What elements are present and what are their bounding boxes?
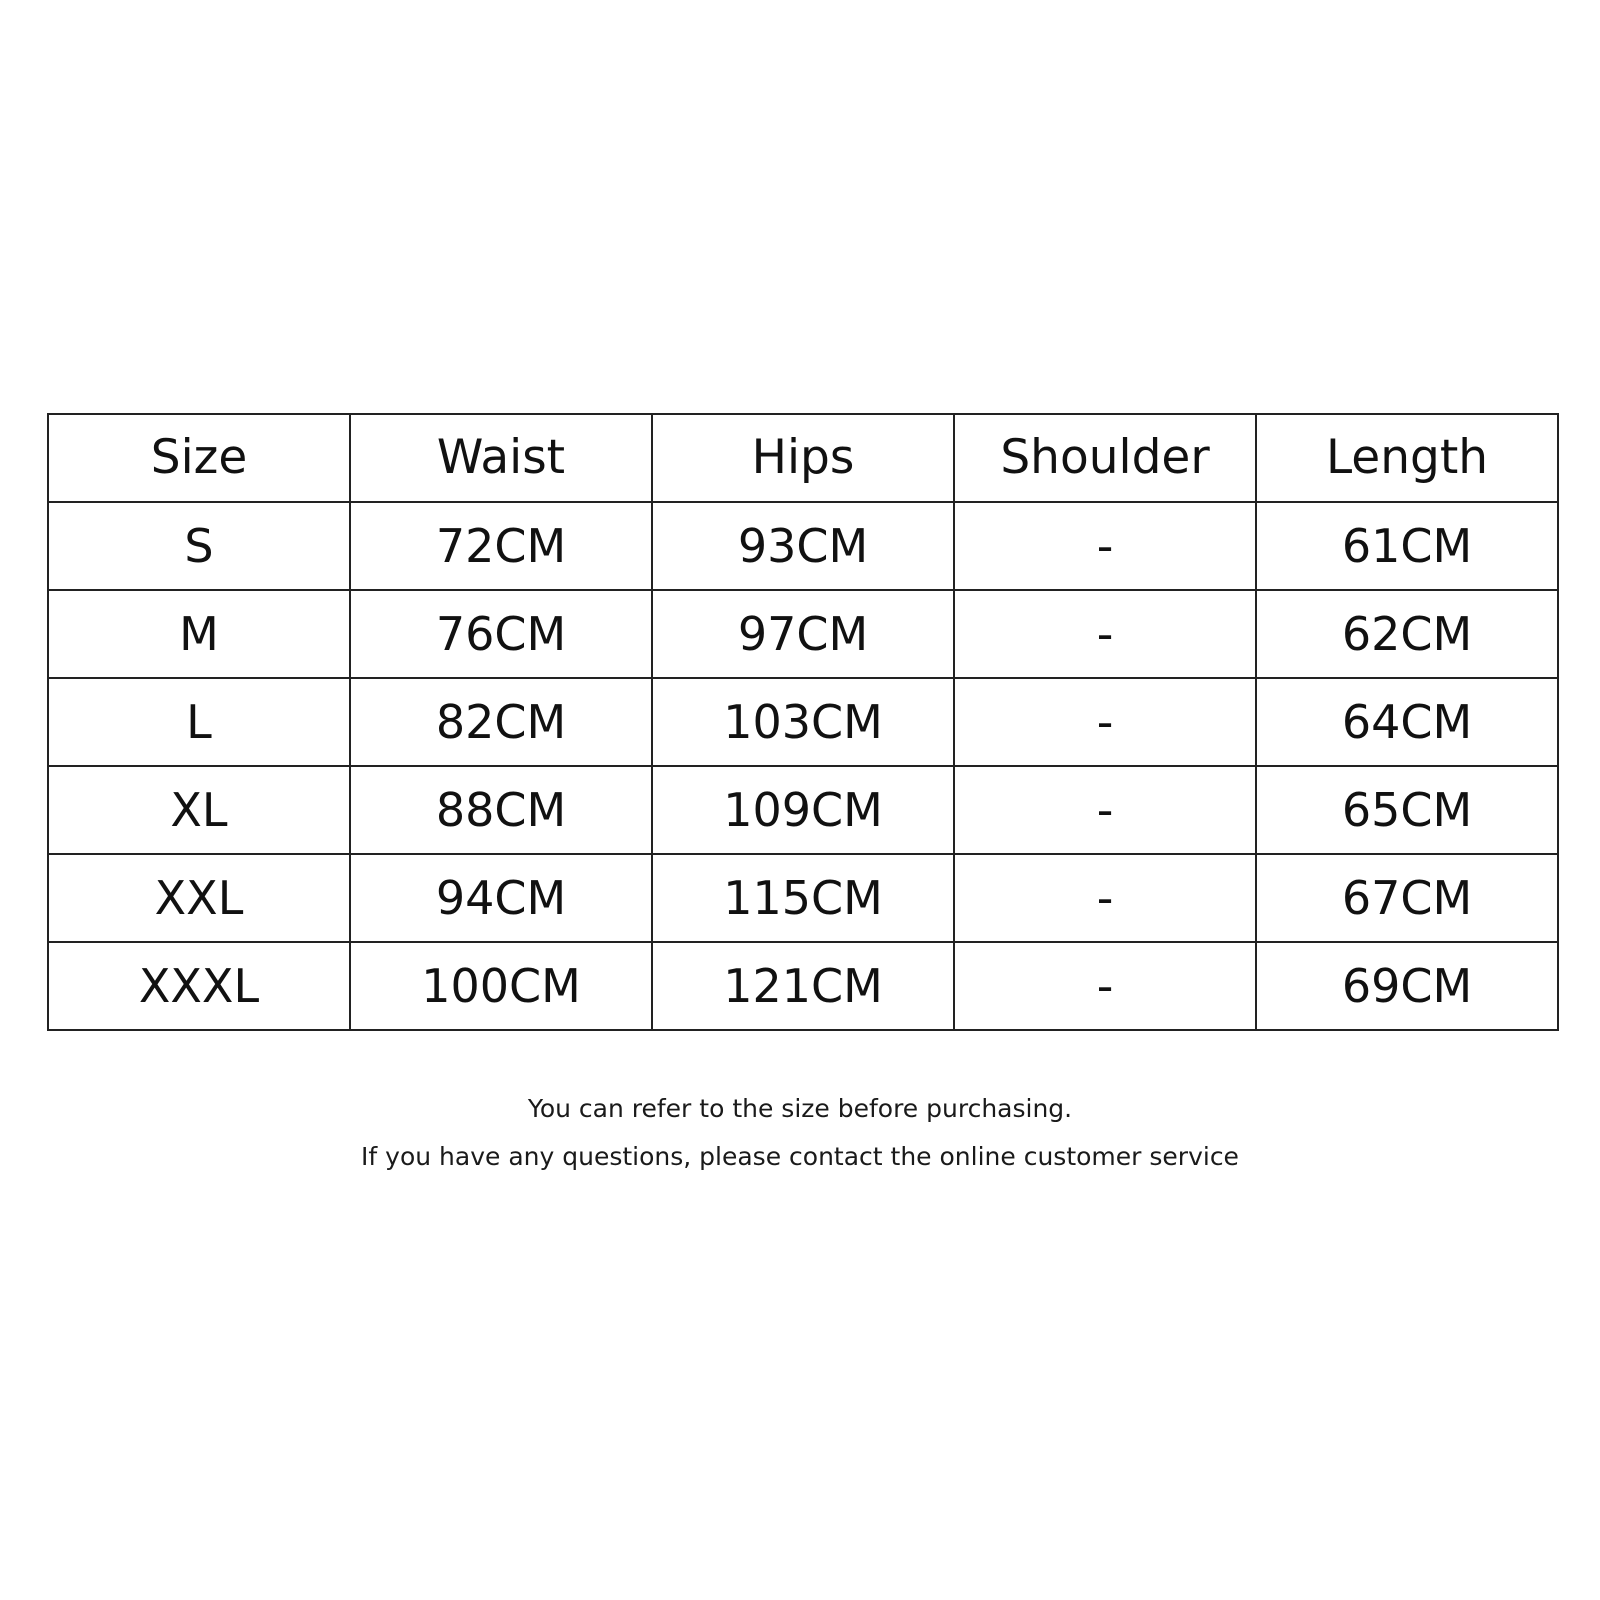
note-refer-size: You can refer to the size before purchasing. xyxy=(527,1094,1073,1123)
cell-length: 67CM xyxy=(1256,854,1558,942)
size-chart-table xyxy=(47,413,1559,1031)
cell-length: 69CM xyxy=(1256,942,1558,1030)
cell-waist: 100CM xyxy=(350,942,652,1030)
cell-hips: 97CM xyxy=(652,590,954,678)
table-row xyxy=(48,766,1558,854)
table-row xyxy=(48,678,1558,766)
header-waist: Waist xyxy=(350,414,652,502)
cell-shoulder: - xyxy=(954,590,1256,678)
cell-waist: 94CM xyxy=(350,854,652,942)
cell-shoulder: - xyxy=(954,766,1256,854)
cell-size: M xyxy=(48,590,350,678)
cell-hips: 121CM xyxy=(652,942,954,1030)
cell-hips: 93CM xyxy=(652,502,954,590)
cell-size: S xyxy=(48,502,350,590)
cell-length: 65CM xyxy=(1256,766,1558,854)
cell-waist: 72CM xyxy=(350,502,652,590)
header-length: Length xyxy=(1256,414,1558,502)
cell-hips: 103CM xyxy=(652,678,954,766)
cell-shoulder: - xyxy=(954,502,1256,590)
cell-waist: 82CM xyxy=(350,678,652,766)
table-row xyxy=(48,502,1558,590)
cell-shoulder: - xyxy=(954,678,1256,766)
table-row xyxy=(48,854,1558,942)
cell-length: 62CM xyxy=(1256,590,1558,678)
cell-hips: 115CM xyxy=(652,854,954,942)
cell-size: L xyxy=(48,678,350,766)
cell-shoulder: - xyxy=(954,942,1256,1030)
table-row xyxy=(48,942,1558,1030)
note-contact-service: If you have any questions, please contact the online customer service xyxy=(361,1142,1239,1171)
cell-shoulder: - xyxy=(954,854,1256,942)
size-notes xyxy=(0,1085,1600,1181)
header-shoulder: Shoulder xyxy=(954,414,1256,502)
cell-waist: 76CM xyxy=(350,590,652,678)
cell-length: 61CM xyxy=(1256,502,1558,590)
cell-size: XL xyxy=(48,766,350,854)
cell-size: XXXL xyxy=(48,942,350,1030)
table-row xyxy=(48,590,1558,678)
cell-size: XXL xyxy=(48,854,350,942)
header-size: Size xyxy=(48,414,350,502)
cell-hips: 109CM xyxy=(652,766,954,854)
cell-length: 64CM xyxy=(1256,678,1558,766)
header-hips: Hips xyxy=(652,414,954,502)
cell-waist: 88CM xyxy=(350,766,652,854)
table-header-row xyxy=(48,414,1558,502)
